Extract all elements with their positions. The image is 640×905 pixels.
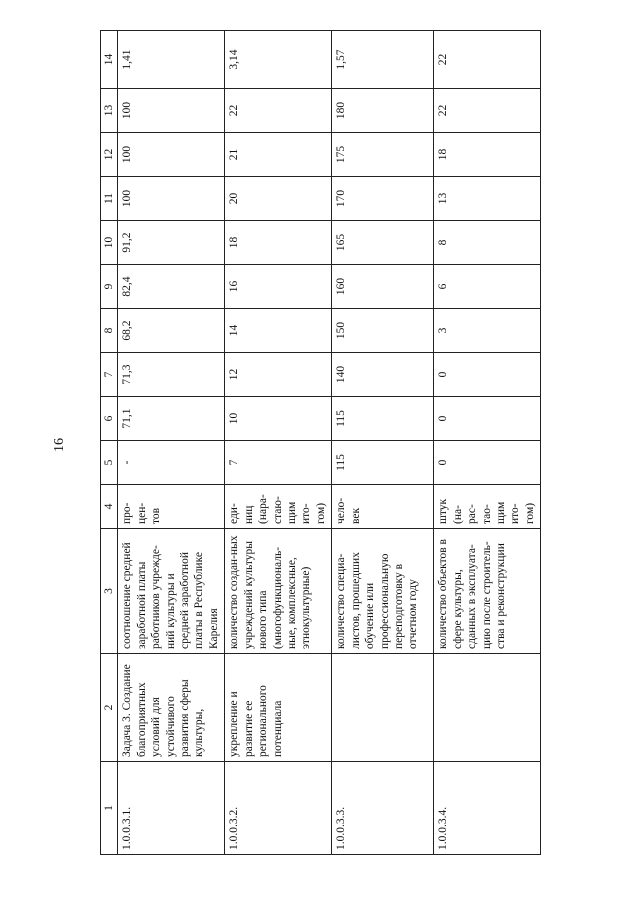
column-header: 2 [101,654,118,762]
column-header: 13 [101,89,118,133]
value-cell: 12 [225,353,332,397]
task-cell [332,654,434,762]
column-header: 8 [101,309,118,353]
column-header: 12 [101,133,118,177]
column-header: 4 [101,485,118,529]
value-cell: - [118,441,225,485]
column-header: 3 [101,529,118,654]
column-header: 10 [101,221,118,265]
indicator-cell: количество объектов в сфере культуры, сданных в эксплуата-цию после строитель-ства и реконструкции [434,529,541,654]
page-number: 16 [52,438,67,452]
unit-cell: про-цен-тов [118,485,225,529]
value-cell: 20 [225,177,332,221]
value-cell: 13 [434,177,541,221]
indicator-cell: соотношение средней заработной платы работников учрежде-ний культуры и средней заработной платы в Республике Карелия [118,529,225,654]
column-header: 6 [101,397,118,441]
task-cell: укрепление и развитие ее регионального потенциала [225,654,332,762]
row-code: 1.0.0.3.1. [118,762,225,855]
task-cell [434,654,541,762]
header-row [101,31,118,855]
value-cell: 115 [332,441,434,485]
table-row [332,31,434,855]
value-cell: 150 [332,309,434,353]
value-cell: 68,2 [118,309,225,353]
row-code: 1.0.0.3.2. [225,762,332,855]
value-cell: 115 [332,397,434,441]
row-code: 1.0.0.3.3. [332,762,434,855]
value-cell: 140 [332,353,434,397]
value-cell: 71,3 [118,353,225,397]
value-cell: 22 [434,31,541,89]
column-header: 5 [101,441,118,485]
indicators-table [100,30,541,855]
indicator-cell: количество специа-листов, прошедших обучение или профессиональную переподготовку в отчетном году [332,529,434,654]
column-header: 11 [101,177,118,221]
value-cell: 170 [332,177,434,221]
value-cell: 100 [118,89,225,133]
column-header: 9 [101,265,118,309]
value-cell: 14 [225,309,332,353]
value-cell: 165 [332,221,434,265]
unit-cell: чело-век [332,485,434,529]
value-cell: 7 [225,441,332,485]
column-header: 1 [101,762,118,855]
value-cell: 0 [434,397,541,441]
indicator-cell: количество создан-ных учреждений культуры нового типа (многофункциональ-ные, комплексные, этнокультурные) [225,529,332,654]
value-cell: 22 [225,89,332,133]
column-header: 14 [101,31,118,89]
unit-cell: еди-ниц (нара-стаю-щим ито-гом) [225,485,332,529]
rotated-table-container [100,35,555,855]
column-header: 7 [101,353,118,397]
value-cell: 3,14 [225,31,332,89]
value-cell: 0 [434,441,541,485]
value-cell: 6 [434,265,541,309]
task-cell: Задача 3. Создание благоприятных условий для устойчивого развития сферы культуры, [118,654,225,762]
value-cell: 0 [434,353,541,397]
value-cell: 16 [225,265,332,309]
value-cell: 1,41 [118,31,225,89]
value-cell: 71,1 [118,397,225,441]
unit-cell: штук (на-рас-тао-щим ито-гом) [434,485,541,529]
value-cell: 18 [434,133,541,177]
value-cell: 3 [434,309,541,353]
value-cell: 160 [332,265,434,309]
value-cell: 22 [434,89,541,133]
table-row [118,31,225,855]
value-cell: 21 [225,133,332,177]
value-cell: 180 [332,89,434,133]
value-cell: 91,2 [118,221,225,265]
table-row [434,31,541,855]
value-cell: 18 [225,221,332,265]
value-cell: 10 [225,397,332,441]
row-code: 1.0.0.3.4. [434,762,541,855]
value-cell: 175 [332,133,434,177]
value-cell: 1,57 [332,31,434,89]
value-cell: 100 [118,177,225,221]
value-cell: 8 [434,221,541,265]
value-cell: 82,4 [118,265,225,309]
value-cell: 100 [118,133,225,177]
table-row [225,31,332,855]
